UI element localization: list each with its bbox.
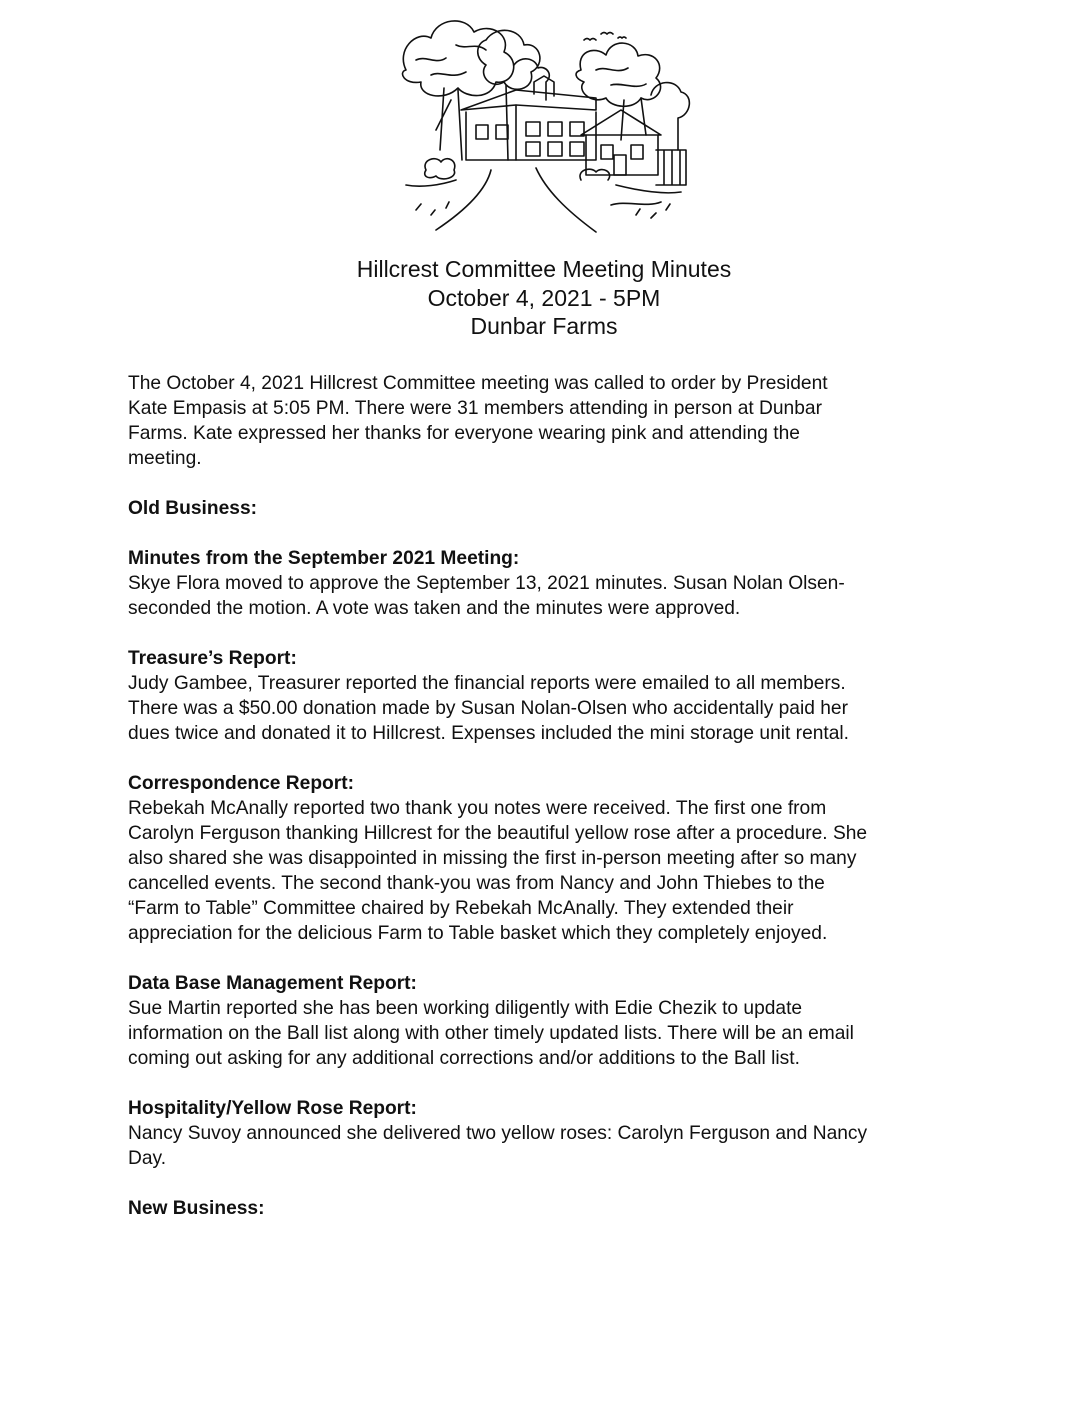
meeting-date-time: October 4, 2021 - 5PM: [427, 284, 661, 311]
hospitality-line: Day.: [128, 1148, 167, 1169]
new-business-heading: New Business:: [128, 1198, 265, 1219]
intro-line: The October 4, 2021 Hillcrest Committee meeting was called to order by President: [128, 373, 828, 394]
database-line: information on the Ball list along with other timely updated lists. There will be an email: [128, 1023, 854, 1044]
treasurer-line: dues twice and donated it to Hillcrest. Expenses included the mini storage unit rental.: [128, 723, 850, 744]
database-heading: Data Base Management Report:: [128, 973, 417, 994]
minutes-line: Skye Flora moved to approve the September 13, 2021 minutes. Susan Nolan Olsen-: [128, 573, 845, 594]
database-line: Sue Martin reported she has been working diligently with Edie Chezik to update: [128, 998, 803, 1019]
minutes-line: seconded the motion. A vote was taken and the minutes were approved.: [128, 598, 741, 619]
correspondence-line: also shared she was disappointed in missing the first in-person meeting after so many: [128, 848, 857, 869]
correspondence-paragraph: [128, 796, 968, 946]
hospitality-paragraph: [128, 1121, 968, 1171]
correspondence-line: Rebekah McAnally reported two thank you notes were received. The first one from: [128, 798, 827, 819]
correspondence-line: Carolyn Ferguson thanking Hillcrest for the beautiful yellow rose after a procedure. She: [128, 823, 868, 844]
document-title: Hillcrest Committee Meeting Minutes: [356, 256, 732, 282]
minutes-heading: Minutes from the September 2021 Meeting:: [128, 548, 520, 569]
correspondence-line: “Farm to Table” Committee chaired by Rebekah McAnally. They extended their: [128, 898, 794, 919]
correspondence-line: appreciation for the delicious Farm to Table basket which they completely enjoyed.: [128, 923, 828, 944]
farm-illustration: [396, 10, 696, 235]
correspondence-line: cancelled events. The second thank-you was from Nancy and John Thiebes to the: [128, 873, 825, 894]
treasurer-line: Judy Gambee, Treasurer reported the financial reports were emailed to all members.: [128, 673, 846, 694]
minutes-body: [128, 371, 968, 1221]
intro-line: Farms. Kate expressed her thanks for everyone wearing pink and attending the: [128, 423, 800, 444]
old-business-heading: Old Business:: [128, 498, 258, 519]
hospitality-heading: Hospitality/Yellow Rose Report:: [128, 1098, 417, 1119]
meeting-location: Dunbar Farms: [470, 313, 618, 339]
minutes-paragraph: [128, 571, 968, 621]
correspondence-heading: Correspondence Report:: [128, 773, 355, 794]
treasurer-paragraph: [128, 671, 968, 746]
database-line: coming out asking for any additional corrections and/or additions to the Ball list.: [128, 1048, 800, 1069]
treasurer-line: There was a $50.00 donation made by Susan Nolan-Olsen who accidentally paid her: [128, 698, 848, 719]
treasurer-heading: Treasure’s Report:: [128, 648, 297, 669]
hospitality-line: Nancy Suvoy announced she delivered two yellow roses: Carolyn Ferguson and Nancy: [128, 1123, 868, 1144]
intro-line: meeting.: [128, 448, 202, 469]
intro-line: Kate Empasis at 5:05 PM. There were 31 members attending in person at Dunbar: [128, 398, 822, 419]
title-block: [0, 255, 1088, 341]
database-paragraph: [128, 996, 968, 1071]
intro-paragraph: [128, 371, 968, 471]
